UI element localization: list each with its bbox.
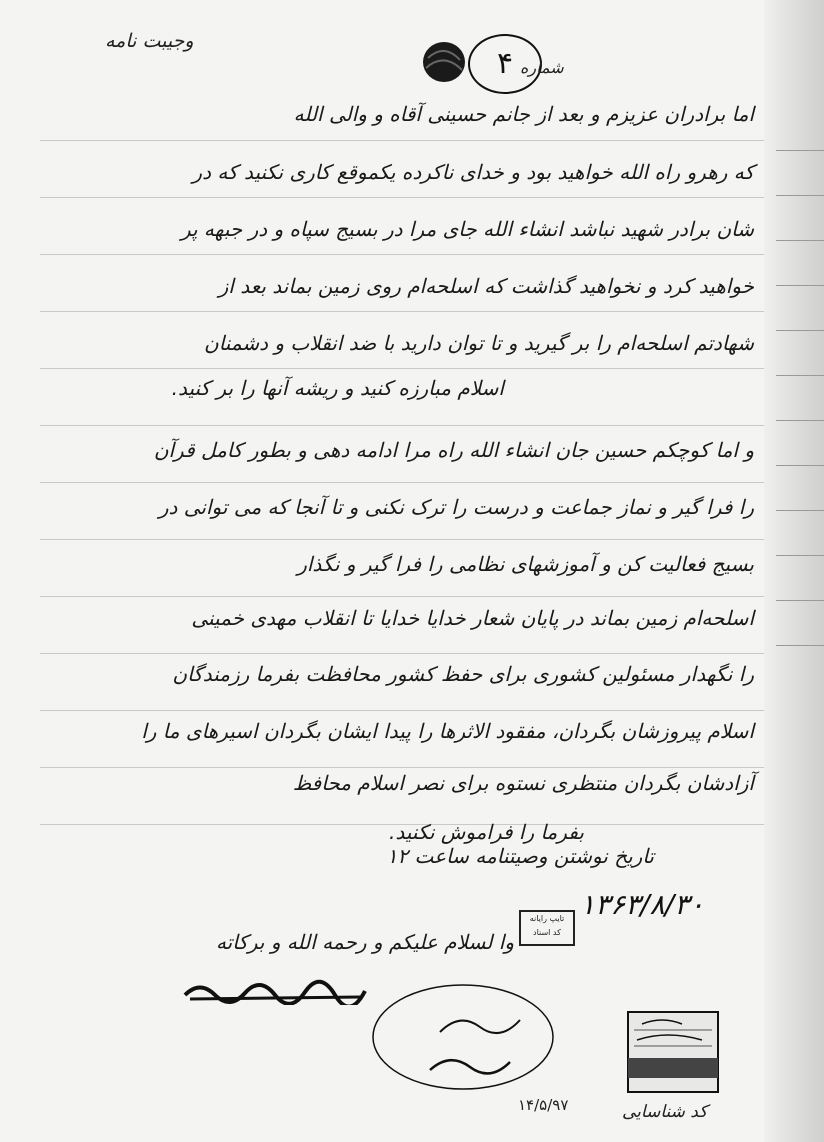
typing-stamp: تایپ رایانه کد اسناد: [519, 910, 575, 946]
text-line: و اما کوچکم حسین جان انشاء الله راه مرا ادامه دهی و بطور کامل قرآن: [153, 438, 754, 462]
oval-seal: [370, 982, 556, 1092]
registration-stamp: [622, 1010, 724, 1094]
text-line: را نگهدار مسئولین کشوری برای حفظ کشور محافظت بفرما رزمندگان: [172, 662, 754, 686]
bottom-handwritten-word: کد شناسایی: [622, 1102, 708, 1122]
text-line: بسیج فعالیت کن و آموزشهای نظامی را فرا گیر و نگذار: [297, 552, 754, 576]
text-line: که رهرو راه الله خواهید بود و خدای ناکرده یکموقع کاری نکنید که در: [192, 160, 754, 184]
text-line: شان برادر شهید نباشد انشاء الله جای مرا در بسیج سپاه و در جبهه پر: [180, 217, 754, 241]
rule-line: [40, 254, 764, 255]
bottom-code-number: ۱۴/۵/۹۷: [518, 1096, 569, 1114]
signature-scribble: [180, 975, 370, 1005]
rule-line: [40, 140, 764, 141]
rule-line: [40, 311, 764, 312]
text-line: شهادتم اسلحه‌ام را بر گیرید و تا توان دارید با ضد انقلاب و دشمنان: [204, 331, 754, 355]
scribble-mark: [420, 38, 468, 86]
page-number-circle: ۴: [468, 34, 542, 94]
text-line: بفرما را فراموش نکنید.: [389, 820, 584, 844]
text-line: خواهید کرد و نخواهید گذاشت که اسلحه‌ام روی زمین بماند بعد از: [218, 274, 754, 298]
rule-line: [40, 767, 764, 768]
rule-line: [40, 653, 764, 654]
page-number-label: شماره: [520, 58, 564, 77]
text-line: اسلام مبارزه کنید و ریشه آنها را بر کنید.: [171, 376, 504, 400]
handwritten-date: ۱۳۶۳/۸/۳۰: [580, 888, 705, 921]
rule-line: [40, 368, 764, 369]
rule-line: [40, 539, 764, 540]
text-line: اسلام پیروزشان بگردان، مفقود الاثرها را پیدا ایشان بگردان اسیرهای ما را: [141, 719, 754, 743]
rule-line: [40, 197, 764, 198]
text-line: اسلحه‌ام زمین بماند در پایان شعار خدایا خدایا تا انقلاب مهدی خمینی: [191, 606, 754, 630]
document-title: وجیبت نامه: [105, 30, 194, 52]
text-line: اما برادران عزیزم و بعد از جانم حسینی آقاه و والی الله: [293, 102, 754, 126]
text-line: را فرا گیر و نماز جماعت و درست را ترک نکنی و تا آنجا که می توانی در: [158, 495, 754, 519]
text-line: تاریخ نوشتن وصیتنامه ساعت ۱۲: [386, 844, 654, 868]
folded-page-edge: [764, 0, 824, 1142]
rule-line: [40, 482, 764, 483]
rule-line: [40, 596, 764, 597]
rule-line: [40, 425, 764, 426]
text-line: وا لسلام علیکم و رحمه الله و برکاته: [215, 930, 514, 954]
text-line: آزادشان بگردان منتظری نستوه برای نصر اسلام محافظ: [292, 771, 754, 795]
rule-line: [40, 710, 764, 711]
